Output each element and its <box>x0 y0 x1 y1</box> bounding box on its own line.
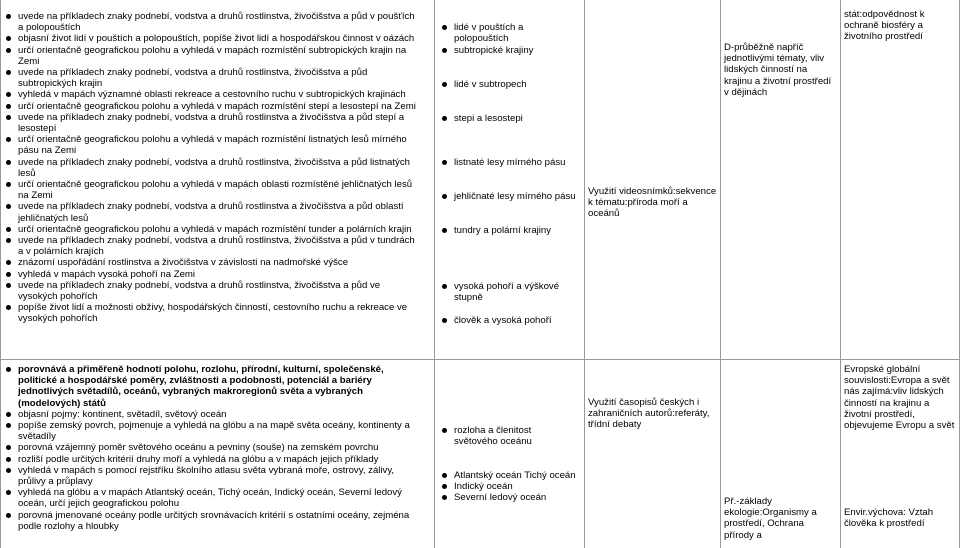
list-item: vyhledá v mapách vysoká pohoří na Zemi <box>4 269 422 280</box>
media-note <box>588 186 718 220</box>
topic-text: lidé v pouštích a polopouštích <box>440 22 576 44</box>
list-item: určí orientačně geografickou polohu a vyhledá v mapách rozmístění subtropických krajin na Zemi <box>4 45 422 67</box>
list-item: uvede na příkladech znaky podnebí, vodstva a druhů rostlinstva, živočišstva a půd v tundrách a v polárních krajích <box>4 235 422 257</box>
list-item: určí orientačně geografickou polohu a vyhledá v mapách rozmístění tunder a polárních krajin <box>4 224 422 235</box>
theme-note <box>844 9 956 43</box>
theme-note-text: stát:odpovědnost k ochraně biosféry a životního prostředí <box>844 9 925 43</box>
topic-text: listnaté lesy mírného pásu <box>440 157 576 168</box>
outcomes-column-1 <box>4 11 422 325</box>
outcomes-column-2 <box>4 364 422 532</box>
list-item: objasní život lidí v pouštích a polopouštích, popíše život lidí a hospodářskou činnost v oázách <box>4 33 422 44</box>
topic-item <box>440 425 570 447</box>
topic-item <box>440 191 582 202</box>
list-item: uvede na příkladech znaky podnebí, vodstva a druhů rostlinstva, živočišstva a půd listnatých lesů <box>4 157 422 179</box>
topic-item <box>440 157 576 168</box>
topic-text: tundry a polární krajiny <box>440 225 576 236</box>
topic-text: vysoká pohoří a výškové stupně <box>440 281 564 303</box>
topic-text: člověk a vysoká pohoří <box>440 315 576 326</box>
list-item: uvede na příkladech znaky podnebí, vodstva a druhů rostlinstva a živočišstva a půd stepí a lesostepí <box>4 112 422 134</box>
topic-text: Indický oceán <box>440 481 584 492</box>
topic-text: stepi a lesostepi <box>440 113 576 124</box>
cross-subject-text: Př.-základy ekologie:Organismy a prostředí, Ochrana přírody a <box>724 496 817 541</box>
list-item: určí orientačně geografickou polohu a vyhledá v mapách rozmístění listnatých lesů mírného pásu na Zemi <box>4 134 422 156</box>
topic-item <box>440 113 576 124</box>
topic-item <box>440 45 576 56</box>
theme-note <box>844 507 956 529</box>
list-item: určí orientačně geografickou polohu a vyhledá v mapách oblasti rozmístěné jehličnatých lesů na Zemi <box>4 179 422 201</box>
cross-subject-note <box>724 496 836 541</box>
list-item: vyhledá na glóbu a v mapách Atlantský oceán, Tichý oceán, Indický oceán, Severní ledový oceán, určí jejich geografickou polohu <box>4 487 422 509</box>
column-divider <box>840 0 841 548</box>
list-item: uvede na příkladech znaky podnebí, vodstva a druhů rostlinstva a živočišstva a půd oblastí jehličnatých lesů <box>4 201 422 223</box>
list-item: popíše život lidí a možnosti obživy, hospodářských činností, cestovního ruchu a rekreace ve vysokých pohořích <box>4 302 422 324</box>
theme-note-text: Evropské globální souvislosti:Evropa a svět nás zajímá:vliv lidských činností na krajinu a životní prostředí, objevujeme Evropu a svět <box>844 364 955 432</box>
list-item: vyhledá v mapách s pomocí rejstříku školního atlasu světa vybraná moře, ostrovy, zálivy, průlivy a průplavy <box>4 465 422 487</box>
media-note-text: Využití časopisů českých i zahraničních autorů:referáty, třídní debaty <box>588 397 710 431</box>
table-border-left <box>0 0 1 548</box>
topic-text: Severní ledový oceán <box>440 492 584 503</box>
media-note-text: Využití videosnímků:sekvence k tématu:příroda moří a oceánů <box>588 186 717 220</box>
topic-item <box>440 225 576 236</box>
list-item: znázorní uspořádání rostlinstva a živočišstva v závislosti na nadmořské výšce <box>4 257 422 268</box>
list-item: uvede na příkladech znaky podnebí, vodstva a druhů rostlinstva, živočišstva a půd subtropických krajin <box>4 67 422 89</box>
cross-subject-note <box>724 42 836 98</box>
row-divider <box>0 359 960 360</box>
list-item: uvede na příkladech znaky podnebí, vodstva a druhů rostlinstva, živočišstva a půd ve vysokých pohořích <box>4 280 422 302</box>
list-item-bold: porovnává a přiměřeně hodnotí polohu, rozlohu, přírodní, kulturní, společenské, politické a hospodářské poměry, zvláštnosti a podobnosti, potenciál a bariéry jednotlivých světadílů, oceánů, vybraných makroregionů světa a vybraných (modelových) států <box>4 364 422 409</box>
topic-text: rozloha a členitost světového oceánu <box>440 425 570 447</box>
column-divider <box>584 0 585 548</box>
topic-item <box>440 281 564 303</box>
topic-item <box>440 315 576 326</box>
list-item: vyhledá v mapách významné oblasti rekreace a cestovního ruchu v subtropických krajinách <box>4 89 422 100</box>
list-item: objasní pojmy: kontinent, světadíl, světový oceán <box>4 409 422 420</box>
topic-text: lidé v subtropech <box>440 79 576 90</box>
list-item: uvede na příkladech znaky podnebí, vodstva a druhů rostlinstva, živočišstva a půd v poušťích a polopouštích <box>4 11 422 33</box>
list-item: porovná jmenované oceány podle určitých srovnávacích kritérií s ostatními oceány, zejména podle rozlohy a hloubky <box>4 510 422 532</box>
topic-text: Atlantský oceán Tichý oceán <box>440 470 584 481</box>
column-divider <box>720 0 721 548</box>
list-item: porovná vzájemný poměr světového oceánu a pevniny (souše) na zemském povrchu <box>4 442 422 453</box>
theme-note-text: Envir.výchova: Vztah člověka k prostředí <box>844 507 934 530</box>
topic-text: jehličnaté lesy mírného pásu <box>440 191 582 202</box>
topic-text: subtropické krajiny <box>440 45 576 56</box>
cross-subject-text: D-průběžně napříč jednotlivými tématy, vliv lidských činností na krajinu a životní prostředí v dějinách <box>724 42 832 98</box>
media-note <box>588 397 716 431</box>
column-divider <box>434 0 435 548</box>
topic-item <box>440 470 584 504</box>
list-item: rozliší podle určitých kritérií druhy moří a vyhledá na glóbu a v mapách jejich příklady <box>4 454 422 465</box>
list-item: určí orientačně geografickou polohu a vyhledá v mapách rozmístění stepí a lesostepí na Zemi <box>4 101 422 112</box>
topic-item <box>440 22 576 44</box>
list-item: popíše zemský povrch, pojmenuje a vyhledá na glóbu a na mapě světa oceány, kontinenty a světadíly <box>4 420 422 442</box>
topic-item <box>440 79 576 90</box>
theme-note <box>844 364 956 431</box>
